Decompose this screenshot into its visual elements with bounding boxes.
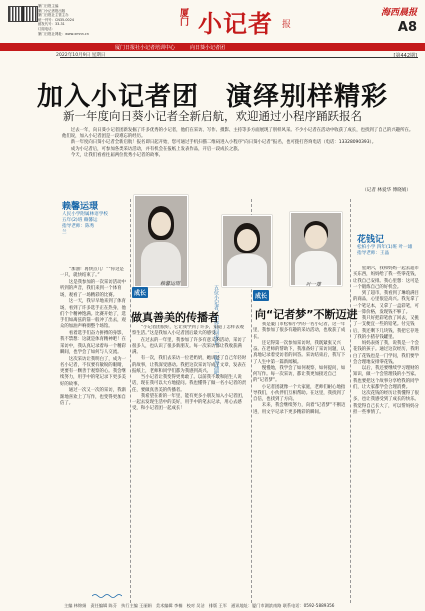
masthead-info: 厦门日报主编 厦门小记者报出版 厦门日报社主管主办 统一刊号：CN35-0024 邮发代号：33-31 订阅电话： 厦门日报社网址：www.xmnn.cn: [38, 4, 89, 36]
date-line: 2022年10月9日 星期日: [56, 53, 106, 58]
logo-suffix: 报: [282, 20, 292, 30]
page-subtitle: 新一年度向日葵小记者全新启航，欢迎通过小程序踊跃报名: [63, 109, 362, 123]
photo-signature: 赖馨运璟: [160, 281, 181, 287]
byline: （记者 林爱华 傅晓娟）: [362, 188, 411, 193]
section-bar-text: 厦门日报社小记者培训中心 向日葵小记者团: [115, 45, 226, 51]
vertical-caption: 五位小记者，和你共同成长，一起加油吧: [213, 285, 219, 375]
logo-city: 厦门: [180, 9, 190, 28]
article-title-2: 向“记者梦”不断迈进: [255, 308, 358, 321]
brand-logo: 海西晨报: [380, 8, 417, 18]
center-article: “小记者团很好，它让我学到了许多，知道了怎样去观察生活。”这是我加入小记者团后最大的感受。 在过去的一年里，我参加了许多有意义的活动，采访了很多人，也认识了很多新朋友。每一次采访都让我收获满满。 有一次，我们去采访一位老奶奶，她讲述了自己年轻时的故事，让我深受感动。我把这次采访写成了文章，发表在报纸上，老师和同学们都为我感到高兴。 当小记者让我变得更勇敢了。以前我不敢和陌生人说话，现在我可以大方地提问。我也懂得了做一名小记者的责任，要做真善美的传播者。 我希望在新的一年里，能有更多小朋友加入小记者团，一起去发现生活中的美好，用手中的笔去记录，用心去感受，和小记者团一起成长！: [132, 325, 247, 412]
photo-girl-2: [222, 215, 272, 287]
left-article: “加油！再快点儿！”“你这是一只，就快结束了。” 这是我参加的一次采访活动中听到的声音，我们来到一个体育场，观看了一场精彩的比赛。 这一天，我早早地来到了体育场，看到了许多选手正在热身，他们个个精神饱满。比赛开始了，选手们如离弦的箭一般冲了出去，观众的加油声响彻整个场馆。 看着选手们奋力拼搏的身影，我不禁想：这就是体育精神吧！在采访中，我认真记录着每一个精彩瞬间，也学会了如何与人交流。 这次采访让我明白了，成为一名小记者，不仅要有敏锐的眼睛，更要有一颗善于观察的心。我会继续努力，用手中的笔记录下更多美好的故事。 通过一次又一次的采访，我渐渐地喜欢上了写作，也变得更加自信了。: [60, 267, 126, 406]
divider: [60, 57, 418, 58]
photo-boy: [290, 212, 342, 286]
right-article: 我是厦门市松柏小学的一名小记者，这一年里，我参加了很多有趣的采访活动，也收获了成长。 还记得第一次参加采访时，我既紧张又兴奋。在老师的帮助下，我准备好了采访问题，认真地记录着受访者的回答。采访结束后，我写下了人生中第一篇新闻稿。 慢慢地，我学会了如何观察，如何提问，如何写作。每一次采访，都让我更加接近自己的“记者梦”。 小记者团就像一个大家庭，老师们耐心地指导我们，小伙伴们互相帮助。在这里，我找到了自信，也找到了方向。 未来，我会继续努力，向着“记者梦”不断迈进，用文字记录下更多精彩的瞬间。: [253, 322, 346, 415]
decorative-wave-icon: [92, 593, 122, 599]
column-divider: [350, 199, 351, 603]
qr-code-icon: [22, 6, 38, 22]
left-profile-school: 人民小学附属林语学校 五年(2)班 赖馨运 指导老师：陈秀 兰: [62, 212, 108, 235]
photo-girl: [134, 195, 188, 287]
photo-signature-2: 叶一雄: [306, 282, 322, 288]
logo-main: 小记者: [198, 9, 273, 38]
issue-number: [第442期]: [393, 53, 417, 59]
article-title: 做真善美的传播者: [131, 311, 219, 324]
column-divider: [130, 199, 131, 603]
section-tag-2: 成长: [253, 290, 269, 301]
masthead: [0, 0, 425, 42]
page-number: A8: [397, 20, 417, 35]
left-profile-name: 赖馨运璟: [62, 202, 99, 212]
right-profile-school: 松柏小学 四年(1)班 叶一雄 指导老师：王晶: [357, 245, 413, 256]
lead-text: 过去一年，向日葵小记者团新发掘了许多优秀的小记者，他们在采访、写作、摄影、主持等多方面展现了别样风采。不少小记者在活动中收获了成长，也找到了自己的兴趣所在。他们说，加入小记者团是一段难忘的经历。 新一年度向日葵小记者全新启航！报名即日起开始，您可通过手机扫描二维码进入小程序“向日葵小记者”报名，也可拨打咨询电话（电话：13328090393）。 成为小记者后，可参加各类采访活动，并有机会在报纸上发表作品，开启一段成长之旅。 今天，让我们看看往届两位优秀小记者的故事。: [62, 128, 414, 158]
right-profile-name: 花钱记: [357, 235, 385, 245]
page-title: 加入小记者团 演绎别样精彩: [36, 82, 388, 112]
section-tag: 成长: [132, 287, 148, 298]
footer-credits: 主编 林锦娟 责任编辑 陈芬 执行主编 王丽娟 美术编辑 李楠 校对 吴洁 排版 王军 通讯地址：厦门市湖滨南路 联系电话：0592-5889356: [64, 603, 335, 608]
right-profile-article: 星期六，我和妈妈一起去超市买东西，妈妈给了我一些零花钱，让我自己安排。我心里想：这可是一个锻炼自己的好机会。 到了超市，我看到了琳琅满目的商品，心里很是高兴。我先拿了一个笔记本，又拿了一盒彩笔，可是一算价格，发现钱不够了。 我只好把彩笔放了回去，又挑了一支便宜一些的铅笔。付完钱后，我还剩下几块钱，我把它存进了我的小猪存钱罐里。 妈妈表扬了我，说我是一个会花钱的孩子。通过这次经历，我明白了花钱也是一门学问，我们要学会合理地安排零花钱。 以后，我还要继续学习理财的知识，做一个会管理钱的小当家。我也要把这个故事分享给我的同学们，让大家都学会合理消费。 这次花钱的经历让我懂得了很多，也让我感受到了成长的快乐。我觉得自己长大了，可以帮妈妈分担一些事情了。: [353, 266, 419, 415]
